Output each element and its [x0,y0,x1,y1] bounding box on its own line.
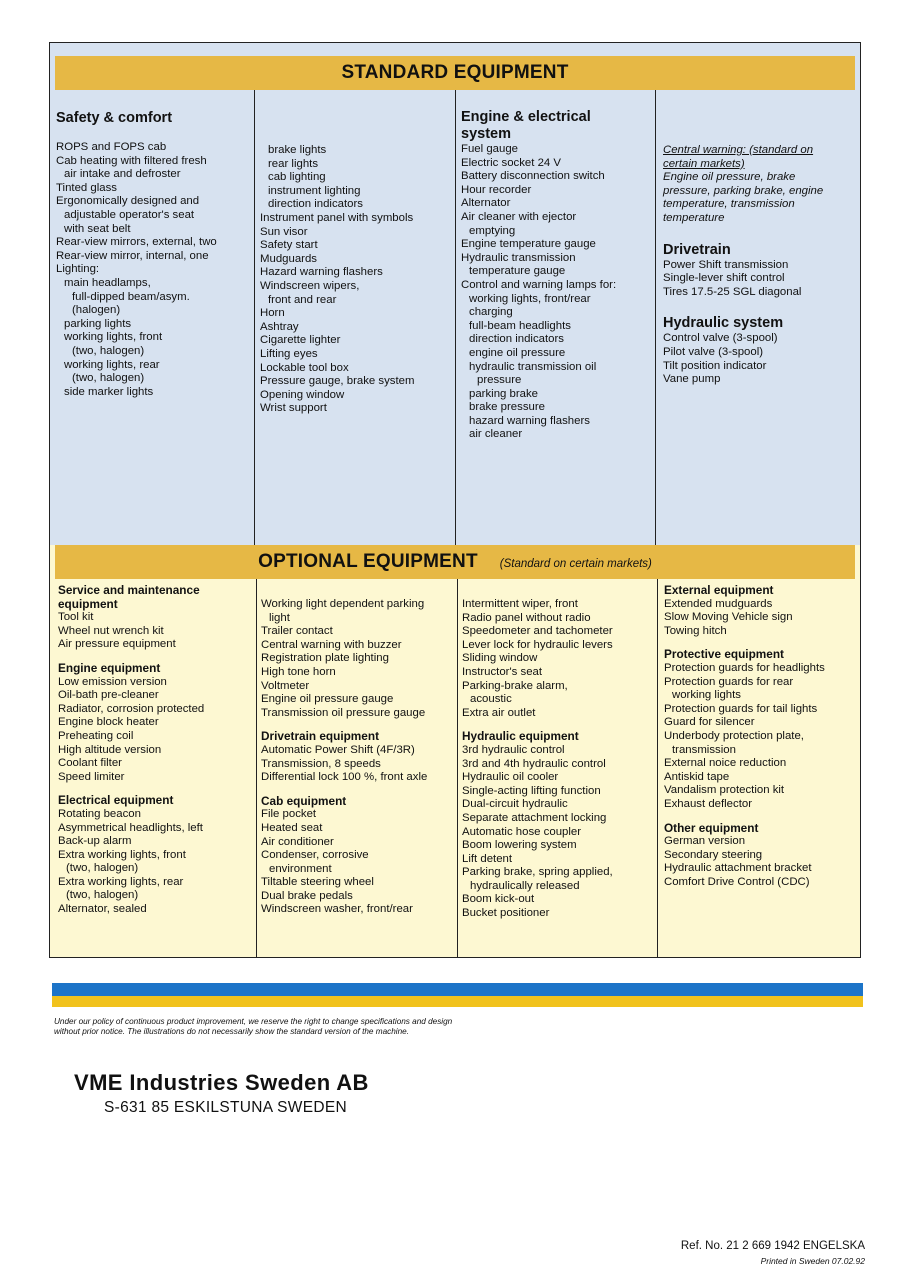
list-item: Low emission version [58,675,167,688]
section-heading: Drivetrain equipment [261,729,379,744]
optional-header-band [55,545,855,579]
list-item: Boom kick-out [462,893,535,906]
list-item: Cab heating with filtered fresh [56,154,207,167]
list-item: Alternator, sealed [58,903,147,916]
list-item: hydraulically released [470,879,580,892]
divider [655,90,656,545]
list-item: Condenser, corrosive [261,849,369,862]
list-item: Transmission, 8 speeds [261,757,381,770]
list-item: Radio panel without radio [462,611,591,624]
list-item: Bucket positioner [462,907,550,920]
list-item: air cleaner [469,428,523,441]
warning-heading: certain markets) [663,157,745,170]
list-item: Windscreen wipers, [260,279,360,292]
list-item: Single-lever shift control [663,272,785,285]
printed-note: Printed in Sweden 07.02.92 [760,1256,865,1266]
list-item: Protection guards for tail lights [664,702,818,715]
list-item: 3rd hydraulic control [462,743,565,756]
list-item: temperature [663,211,725,224]
standard-header-band [55,56,855,90]
list-item: temperature, transmission [663,198,795,211]
section-heading: External equipment [664,583,774,597]
list-item: (two, halogen) [72,372,145,385]
list-item: Dual-circuit hydraulic [462,798,568,811]
section-heading: Cab equipment [261,793,347,808]
list-item: transmission [672,743,736,756]
item-list [56,141,251,399]
optional-col-3 [462,598,655,921]
list-item: acoustic [470,693,512,706]
list-item: Horn [260,307,285,320]
list-item: High altitude version [58,743,162,756]
list-item: Windscreen washer, front/rear [261,903,413,916]
list-item: Separate attachment locking [462,811,607,824]
section-heading: Electrical equipment [58,793,174,808]
list-item: Air conditioner [261,835,334,848]
list-item: Radiator, corrosion protected [58,702,205,715]
list-item: Hour recorder [461,183,532,196]
list-item: Tool kit [58,611,94,624]
list-item: Speedometer and tachometer [462,625,613,638]
list-item: Engine block heater [58,716,159,729]
list-item: Towing hitch [664,624,727,637]
standard-col-warning [663,144,858,387]
list-item: Intermittent wiper, front [462,598,578,610]
list-item: Lockable tool box [260,361,349,374]
list-item: Engine oil pressure, brake [663,171,796,184]
list-item: Tilt position indicator [663,359,767,372]
list-item: Wrist support [260,402,327,415]
item-list [663,332,858,386]
list-item: ROPS and FOPS cab [56,141,167,153]
list-item: Opening window [260,388,345,401]
list-item: Engine oil pressure gauge [261,693,394,706]
list-item: Voltmeter [261,679,310,692]
list-item: Single-acting lifting function [462,784,601,797]
list-item: Electric socket 24 V [461,156,562,169]
company-address: S-631 85 ESKILSTUNA SWEDEN [104,1099,347,1116]
item-list [664,584,859,889]
list-item: High tone horn [261,665,336,678]
list-item: Back-up alarm [58,835,132,848]
list-item: Instrument panel with symbols [260,211,414,224]
list-item: Secondary steering [664,848,763,861]
section-heading: Hydraulic equipment [462,729,579,744]
list-item: Ergonomically designed and [56,195,200,208]
section-heading: Other equipment [664,820,759,835]
list-item: Control and warning lamps for: [461,278,617,291]
list-item: full-dipped beam/asym. [72,290,190,303]
list-item: working lights, front [64,331,163,344]
list-item: Parking brake, spring applied, [462,866,613,879]
list-item: Sliding window [462,652,538,665]
equipment-table [49,42,861,958]
disclaimer: Under our policy of continuous product improvement, we reserve the right to change specifications and design without prior notice. The illustrations do not necessarily show the standard version of the machine. [54,1017,453,1036]
list-item: Heated seat [261,821,323,834]
list-item: parking lights [64,317,132,330]
list-item: hydraulic transmission oil [469,360,597,373]
list-item: direction indicators [268,198,363,211]
list-item: Guard for silencer [664,716,755,729]
list-item: (two, halogen) [66,862,139,875]
standard-col-safety [56,110,251,399]
list-item: Safety start [260,239,318,252]
list-item: Slow Moving Vehicle sign [664,611,793,624]
list-item: cab lighting [268,171,326,184]
list-item: Air cleaner with ejector [461,210,577,223]
list-item: Protection guards for rear [664,675,794,688]
standard-col-cab [260,144,453,416]
list-item: 3rd and 4th hydraulic control [462,757,606,770]
list-item: Coolant filter [58,757,122,770]
divider [455,90,456,545]
section-heading: Drivetrain [663,241,731,258]
list-item: Exhaust deflector [664,797,753,810]
list-item: Rear-view mirrors, external, two [56,236,217,249]
list-item: Preheating coil [58,729,134,742]
list-item: Automatic hose coupler [462,825,582,838]
blue-stripe [52,983,863,996]
list-item: Dual brake pedals [261,889,353,902]
list-item: Extended mudguards [664,597,773,610]
list-item: (two, halogen) [66,889,139,902]
list-item: engine oil pressure [469,346,566,359]
list-item: Lifting eyes [260,347,318,360]
list-item: Hydraulic transmission [461,251,576,264]
list-item: Air pressure equipment [58,638,176,651]
list-item: Differential lock 100 %, front axle [261,771,428,784]
optional-note: (Standard on certain markets) [499,558,652,570]
item-list [462,598,655,921]
list-item: Protection guards for headlights [664,661,825,674]
section-heading: Engine equipment [58,660,161,675]
warning-heading: Central warning: (standard on [663,144,814,156]
yellow-stripe [52,996,863,1007]
section-heading: equipment [58,596,118,611]
list-item: Wheel nut wrench kit [58,624,164,637]
list-item: front and rear [268,293,337,306]
list-item: side marker lights [64,385,154,398]
list-item: Pilot valve (3-spool) [663,345,764,358]
item-list [261,598,455,917]
list-item: Mudguards [260,252,317,265]
list-item: Vandalism protection kit [664,784,785,797]
list-item: full-beam headlights [469,319,571,332]
list-item: Comfort Drive Control (CDC) [664,875,810,888]
list-item: rear lights [268,157,319,170]
section-heading: Service and maintenance [58,583,200,597]
list-item: Cigarette lighter [260,334,341,347]
list-item: Power Shift transmission [663,258,789,271]
list-item: working lights, front/rear [469,292,591,305]
list-item: Extra air outlet [462,706,536,719]
list-item: File pocket [261,808,317,821]
list-item: Oil-bath pre-cleaner [58,689,159,702]
divider [254,90,255,545]
list-item: Tiltable steering wheel [261,876,374,889]
optional-col-4 [664,584,859,889]
standard-title: STANDARD EQUIPMENT [341,62,569,83]
standard-col-engine [461,109,653,442]
item-list [461,143,653,442]
list-item: pressure, parking brake, engine [663,184,824,197]
optional-title: OPTIONAL EQUIPMENT [258,551,478,572]
optional-col-2 [261,598,455,917]
list-item: direction indicators [469,333,564,346]
list-item: Trailer contact [261,625,333,638]
divider [256,579,257,958]
list-item: hazard warning flashers [469,414,590,427]
list-item: Hazard warning flashers [260,266,383,279]
optional-col-1 [58,584,254,917]
list-item: temperature gauge [469,265,566,278]
list-item: brake lights [268,144,327,156]
list-item: Extra working lights, rear [58,875,184,888]
list-item: Fuel gauge [461,143,518,155]
list-item: Rotating beacon [58,807,141,820]
divider [457,579,458,958]
list-item: Battery disconnection switch [461,170,605,183]
list-item: with seat belt [64,222,131,235]
list-item: working lights, rear [64,358,160,371]
list-item: brake pressure [469,401,545,414]
list-item: (halogen) [72,304,121,317]
list-item: Hydraulic oil cooler [462,771,559,784]
list-item: Tires 17.5-25 SGL diagonal [663,285,802,298]
section-heading: Hydraulic system [663,315,784,332]
list-item: (two, halogen) [72,344,145,357]
item-list [58,584,254,917]
list-item: Speed limiter [58,770,125,783]
list-item: Engine temperature gauge [461,238,596,251]
list-item: Parking-brake alarm, [462,679,568,692]
list-item: emptying [469,224,516,237]
list-item: Working light dependent parking [261,598,425,610]
list-item: environment [269,862,332,875]
list-item: Underbody protection plate, [664,729,804,742]
item-list [260,144,453,416]
list-item: Hydraulic attachment bracket [664,862,812,875]
list-item: Lever lock for hydraulic levers [462,638,613,651]
list-item: Control valve (3-spool) [663,332,778,345]
list-item: Lighting: [56,263,100,276]
list-item: Asymmetrical headlights, left [58,821,203,834]
list-item: light [269,611,290,624]
section-heading: Safety & comfort [56,110,173,126]
list-item: air intake and defroster [64,168,181,181]
list-item: main headlamps, [64,276,151,289]
list-item: adjustable operator's seat [64,208,195,221]
list-item: Central warning with buzzer [261,638,402,651]
divider [657,579,658,958]
list-item: charging [469,306,513,319]
spacer [664,812,859,822]
reference-number: Ref. No. 21 2 669 1942 ENGELSKA [680,1240,865,1252]
list-item: Pressure gauge, brake system [260,375,415,388]
company-name: VME Industries Sweden AB [74,1070,369,1095]
list-item: Sun visor [260,225,308,238]
list-item: Tinted glass [56,181,117,194]
list-item: Extra working lights, front [58,848,186,861]
section-heading: system [461,126,511,142]
section-heading: Protective equipment [664,647,784,662]
list-item: Lift detent [462,852,513,865]
list-item: Antiskid tape [664,770,730,783]
list-item: Automatic Power Shift (4F/3R) [261,743,415,756]
item-list [663,259,858,300]
list-item: External noice reduction [664,757,787,770]
list-item: Instructor's seat [462,665,543,678]
section-heading: Engine & electrical [461,109,591,125]
list-item: Transmission oil pressure gauge [261,706,426,719]
list-item: German version [664,835,746,848]
list-item: Registration plate lighting [261,652,389,665]
list-item: Ashtray [260,320,299,333]
list-item: working lights [672,689,742,702]
list-item: Rear-view mirror, internal, one [56,249,209,262]
list-item: parking brake [469,387,539,400]
list-item: Vane pump [663,373,721,386]
list-item: Boom lowering system [462,839,577,852]
list-item: pressure [477,374,522,387]
list-item: Alternator [461,197,511,210]
list-item: instrument lighting [268,184,361,197]
warning-list [663,171,858,225]
